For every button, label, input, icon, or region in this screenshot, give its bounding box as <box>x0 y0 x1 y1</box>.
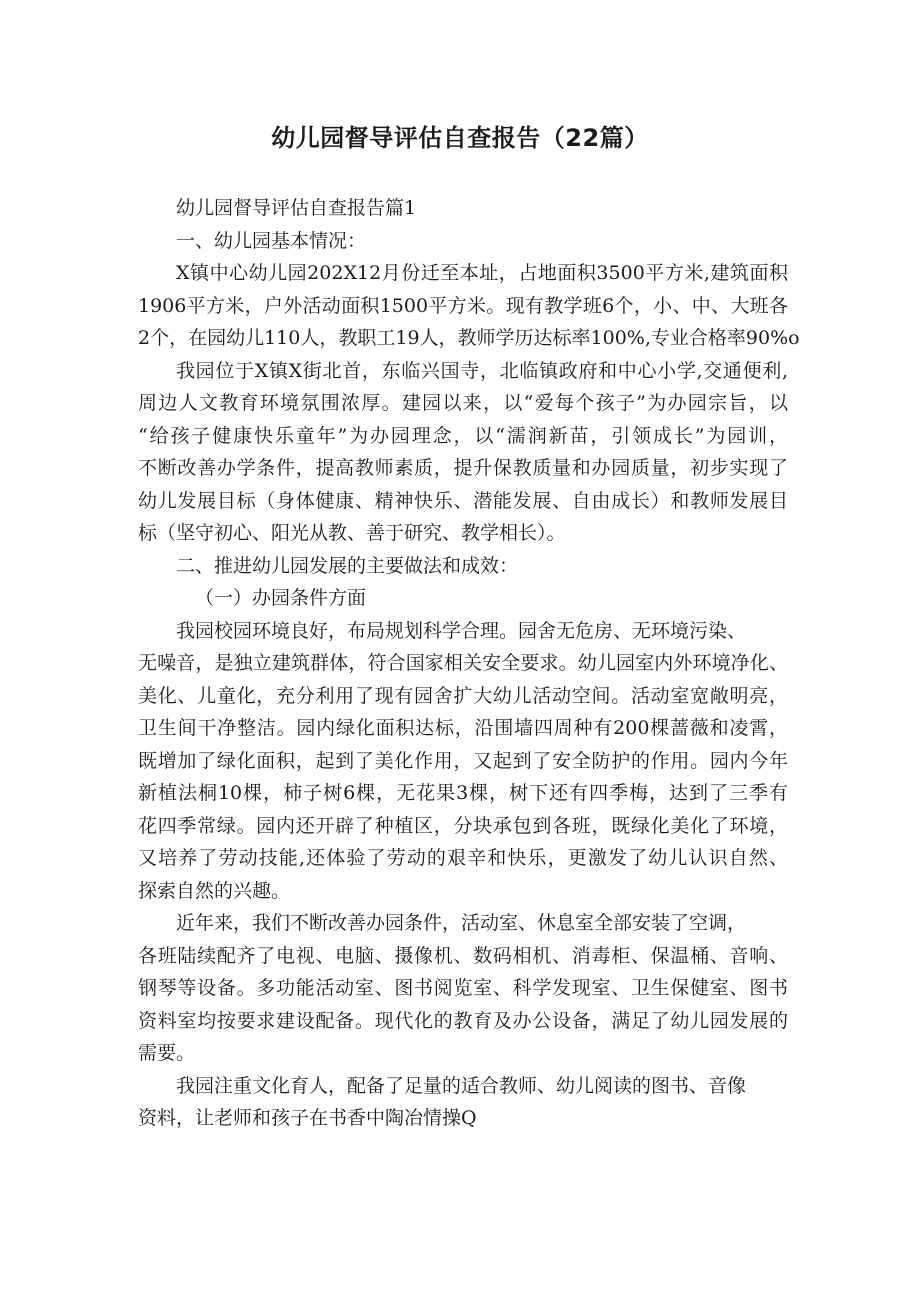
paragraph-line: 美化、儿童化，充分利用了现有园舍扩大幼儿活动空间。活动室宽敞明亮， <box>138 684 788 707</box>
paragraph-line: 我园位于X镇X街北首，东临兴国寺，北临镇政府和中心小学,交通便利, <box>176 359 788 382</box>
paragraph-line: 1906平方米，户外活动面积1500平方米。现有教学班6个，小、中、大班各 <box>138 294 788 317</box>
paragraph-line: 我园注重文化育人，配备了足量的适合教师、幼儿阅读的图书、音像 <box>176 1074 747 1097</box>
paragraph-line: 2个，在园幼儿110人，教职工19人，教师学历达标率100%,专业合格率90%o <box>138 327 800 349</box>
document-body <box>138 192 800 1135</box>
section-heading: 幼儿园督导评估自查报告篇1 <box>176 197 417 219</box>
subsection-heading: 一、幼儿园基本情况： <box>176 229 367 252</box>
paragraph-line: 需要。 <box>138 1042 196 1064</box>
paragraph-line: 近年来，我们不断改善办园条件，活动室、休息室全部安装了空调， <box>176 912 747 934</box>
paragraph-line: 标（坚守初心、阳光从教、善于研究、教学相长）。 <box>138 522 566 544</box>
paragraph-line: X镇中心幼儿园202X12月份迁至本址，占地面积3500平方米,建筑面积 <box>176 262 788 284</box>
paragraph-line: 周边人文教育环境氛围浓厚。建园以来，以“爱每个孩子”为办园宗旨，以 <box>138 392 788 414</box>
paragraph-line: 幼儿发展目标（身体健康、精神快乐、潜能发展、自由成长）和教师发展目 <box>138 489 788 512</box>
paragraph-line: 新植法桐10棵，柿子树6棵，无花果3棵，树下还有四季梅，达到了三季有 <box>138 782 788 804</box>
paragraph-line: 钢琴等设备。多功能活动室、图书阅览室、科学发现室、卫生保健室、图书 <box>138 977 788 999</box>
paragraph-line: 资料，让老师和孩子在书香中陶冶情操Q <box>138 1107 477 1129</box>
paragraph-line: “给孩子健康快乐童年”为办园理念，以“濡润新苗，引领成长”为园训， <box>138 424 788 447</box>
paragraph-line: 卫生间干净整洁。园内绿化面积达标，沿围墙四周种有200棵蔷薇和凌霄， <box>138 717 788 739</box>
subsection-heading: 二、推进幼儿园发展的主要做法和成效： <box>176 554 519 577</box>
paragraph-line: 资料室均按要求建设配备。现代化的教育及办公设备，满足了幼儿园发展的 <box>138 1009 788 1032</box>
paragraph-line: 不断改善办学条件，提高教师素质，提升保教质量和办园质量，初步实现了 <box>138 457 788 479</box>
subsection-heading: （一）办园条件方面 <box>195 587 367 609</box>
document-title: 幼儿园督导评估自查报告（22篇） <box>271 124 649 152</box>
paragraph-line: 我园校园环境良好，布局规划科学合理。园舍无危房、无环境污染、 <box>176 619 747 642</box>
paragraph-line: 探索自然的兴趣。 <box>138 879 291 902</box>
paragraph-line: 无噪音，是独立建筑群体，符合国家相关安全要求。幼儿园室内外环境净化、 <box>138 652 788 674</box>
paragraph-line: 花四季常绿。园内还开辟了种植区，分块承包到各班，既绿化美化了环境， <box>138 814 788 837</box>
paragraph-line: 各班陆续配齐了电视、电脑、摄像机、数码相机、消毒柜、保温桶、音响、 <box>138 944 788 967</box>
paragraph-line: 又培养了劳动技能,还体验了劳动的艰辛和快乐，更激发了幼儿认识自然、 <box>138 847 788 869</box>
paragraph-line: 既增加了绿化面积，起到了美化作用，又起到了安全防护的作用。园内今年 <box>138 749 788 772</box>
